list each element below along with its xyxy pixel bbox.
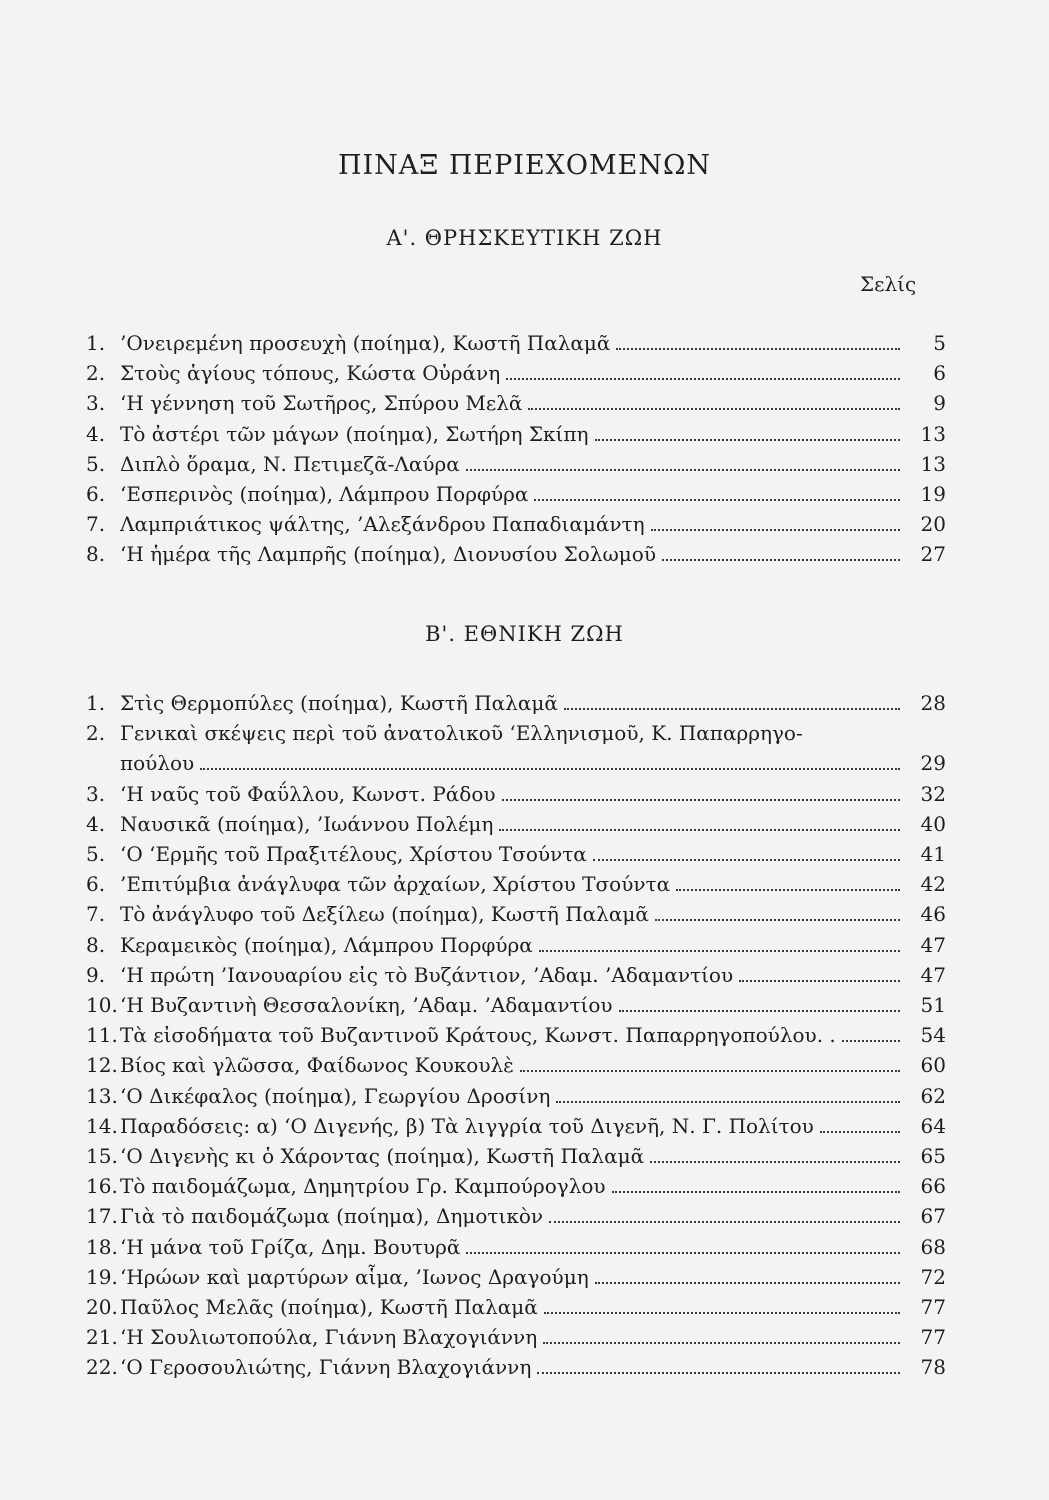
toc-entry-number: 4. — [86, 421, 106, 446]
toc-entry-number: 12. — [86, 1053, 118, 1078]
dot-leader — [564, 708, 900, 710]
toc-entry-number: 11. — [86, 1023, 118, 1048]
dot-leader — [612, 1191, 900, 1193]
dot-leader — [200, 768, 900, 770]
toc-entry-title: ‘Εσπερινὸς (ποίημα), Λάμπρου Πορφύρα — [120, 482, 529, 506]
dot-leader — [619, 1010, 900, 1012]
dot-leader — [593, 859, 900, 861]
toc-entry-number: 6. — [86, 872, 106, 897]
page-title: ΠΙΝΑΞ ΠΕΡΙΕΧΟΜΕΝΩΝ — [337, 150, 712, 181]
toc-entry-number: 7. — [86, 512, 106, 537]
toc-entry-page: 6 — [933, 361, 946, 386]
toc-entry-number: 8. — [86, 542, 106, 567]
toc-entry-page: 67 — [920, 1204, 946, 1229]
toc-entry-number: 3. — [86, 781, 106, 806]
toc-entry-page: 77 — [920, 1295, 946, 1319]
toc-entry-number: 22. — [86, 1355, 118, 1380]
toc-entry — [86, 1324, 946, 1350]
toc-entry-page: 77 — [920, 1325, 946, 1350]
toc-entry-page: 51 — [920, 993, 946, 1017]
toc-entry-title: ‘Η πρώτη ’Ιανουαρίου εἰς τὸ Βυζάντιον, ’Αδαμ. ’Αδαμαντίου — [120, 962, 734, 987]
toc-entry-title: Λαμπριάτικος ψάλτης, ’Αλεξάνδρου Παπαδιαμάντη — [120, 512, 645, 537]
toc-entry-page: 65 — [920, 1144, 946, 1168]
toc-entry-page: 13 — [920, 451, 946, 476]
toc-entry — [86, 720, 946, 746]
toc-entry-page: 13 — [920, 421, 946, 446]
dot-leader — [549, 1221, 900, 1223]
toc-entry — [86, 541, 946, 567]
toc-entry-number: 3. — [86, 391, 106, 416]
dot-leader — [676, 889, 900, 891]
toc-entry-title: Στοὺς ἁγίους τόπους, Κώστα Οὐράνη — [120, 361, 501, 386]
toc-entry-title: ‘Η γέννηση τοῦ Σωτῆρος, Σπύρου Μελᾶ — [120, 391, 523, 416]
toc-entry-title: ‘Ο Γεροσουλιώτης, Γιάννη Βλαχογιάννη — [120, 1355, 532, 1380]
toc-entry-number: 14. — [86, 1113, 118, 1138]
dot-leader — [466, 469, 900, 471]
toc-entry-number: 9. — [86, 962, 106, 987]
toc-entry — [86, 1143, 946, 1169]
toc-entry-number: 1. — [86, 691, 106, 715]
dot-leader — [820, 1131, 900, 1133]
toc-entry-page: 41 — [920, 842, 946, 866]
dot-leader — [556, 1101, 900, 1103]
toc-entry — [86, 690, 946, 716]
toc-entry-title: Γενικαὶ σκέψεις περὶ τοῦ ἀνατολικοῦ ‘Ελληνισμοῦ, Κ. Παπαρρηγο- — [120, 721, 803, 746]
dot-leader — [528, 408, 900, 410]
toc-entry-number: 7. — [86, 902, 106, 927]
toc-entry-title: ‘Ηρώων καὶ μαρτύρων αἷμα, ’Ιωνος Δραγούμη — [120, 1264, 589, 1289]
toc-entry-number: 6. — [86, 482, 106, 506]
toc-entry-page: 27 — [920, 542, 946, 567]
toc-entry-page: 9 — [933, 391, 946, 416]
toc-entry-number: 15. — [86, 1144, 118, 1168]
toc-entry-page: 42 — [920, 872, 946, 897]
toc-entry-title: ‘Η Σουλιωτοπούλα, Γιάννη Βλαχογιάννη — [120, 1325, 538, 1350]
toc-entry — [86, 750, 946, 776]
dot-leader — [534, 499, 900, 501]
toc-entry — [86, 811, 946, 837]
toc-entry-page: 54 — [920, 1023, 946, 1048]
toc-entry-page: 66 — [920, 1174, 946, 1199]
toc-entry-title: Τὸ ἀστέρι τῶν μάγων (ποίημα), Σωτήρη Σκίπη — [120, 421, 589, 446]
toc-entry — [86, 511, 946, 537]
toc-entry-number: 8. — [86, 932, 106, 957]
toc-entry — [86, 390, 946, 416]
toc-entry-title: Ναυσικᾶ (ποίημα), ’Ιωάννου Πολέμη — [120, 811, 494, 836]
dot-leader — [595, 1282, 900, 1284]
toc-entry — [86, 360, 946, 386]
toc-entry — [86, 1264, 946, 1290]
dot-leader — [506, 378, 900, 380]
toc-entry-number: 2. — [86, 721, 106, 746]
toc-entry-page: 47 — [920, 962, 946, 987]
toc-entry — [86, 451, 946, 477]
dot-leader — [499, 829, 900, 831]
dot-leader — [543, 1342, 900, 1344]
toc-entry-page: 28 — [920, 691, 946, 715]
toc-entry-title: Τὸ παιδομάζωμα, Δημητρίου Γρ. Καμπούρογλου — [120, 1174, 606, 1199]
toc-entry-page: 20 — [920, 512, 946, 537]
toc-entry-page: 19 — [920, 482, 946, 506]
page-column-label: Σελίς — [860, 272, 917, 296]
toc-entry-page: 5 — [933, 331, 946, 355]
toc-entry-title: ‘Η ναῦς τοῦ Φαΰλλου, Κωνστ. Ράδου — [120, 781, 496, 806]
dot-leader — [520, 1070, 900, 1072]
toc-entry — [86, 901, 946, 927]
section-a-heading: Α'. ΘΡΗΣΚΕΥΤΙΚΗ ΖΩΗ — [386, 226, 663, 250]
toc-entry — [86, 1294, 946, 1320]
dot-leader — [539, 950, 900, 952]
section-b-heading: Β'. ΕΘΝΙΚΗ ΖΩΗ — [425, 622, 624, 646]
toc-entry-title: ‘Ο ‘Ερμῆς τοῦ Πραξιτέλους, Χρίστου Τσούντα — [120, 842, 587, 866]
toc-entry-number: 1. — [86, 331, 106, 355]
toc-entry-number: 21. — [86, 1325, 118, 1350]
toc-entry-number: 5. — [86, 451, 106, 476]
toc-entry-page: 64 — [920, 1113, 946, 1138]
toc-entry-title: Βίος καὶ γλῶσσα, Φαίδωνος Κουκουλὲ — [120, 1053, 514, 1078]
toc-entry-page: 47 — [920, 932, 946, 957]
toc-entry-number: 5. — [86, 842, 106, 866]
toc-entry-number: 16. — [86, 1174, 118, 1199]
toc-entry-title: ‘Ο Δικέφαλος (ποίημα), Γεωργίου Δροσίνη — [120, 1083, 551, 1108]
toc-entry-page: 40 — [920, 811, 946, 836]
toc-entry-number: 13. — [86, 1083, 118, 1108]
toc-entry-title: ‘Η ἡμέρα τῆς Λαμπρῆς (ποίημα), Διονυσίου Σολωμοῦ — [120, 542, 657, 567]
toc-entry — [86, 330, 946, 356]
dot-leader — [842, 1040, 900, 1042]
dot-leader — [502, 799, 900, 801]
dot-leader — [651, 529, 900, 531]
dot-leader — [595, 439, 901, 441]
toc-entry-number: 4. — [86, 811, 106, 836]
toc-entry — [86, 992, 946, 1018]
toc-entry-number: 2. — [86, 361, 106, 386]
toc-entry — [86, 1173, 946, 1199]
toc-entry-title: Διπλὸ ὅραμα, Ν. Πετιμεζᾶ-Λαύρα — [120, 451, 460, 476]
toc-entry-title: ‘Η Βυζαντινὴ Θεσσαλονίκη, ’Αδαμ. ’Αδαμαντίου — [120, 993, 613, 1017]
toc-entry-page: 46 — [920, 902, 946, 927]
toc-entry — [86, 841, 946, 867]
toc-entry — [86, 1022, 946, 1048]
toc-entry-title: ‘Η μάνα τοῦ Γρίζα, Δημ. Βουτυρᾶ — [120, 1234, 461, 1259]
toc-entry — [86, 1083, 946, 1109]
dot-leader — [650, 1161, 900, 1163]
toc-entry-title: Κεραμεικὸς (ποίημα), Λάμπρου Πορφύρα — [120, 932, 533, 957]
toc-entry-title: Παῦλος Μελᾶς (ποίημα), Κωστῆ Παλαμᾶ — [120, 1295, 538, 1319]
toc-entry-page: 60 — [920, 1053, 946, 1078]
toc-entry — [86, 1234, 946, 1260]
toc-entry-page: 62 — [920, 1083, 946, 1108]
toc-entry — [86, 1052, 946, 1078]
toc-entry-title: ’Επιτύμβια ἀνάγλυφα τῶν ἀρχαίων, Χρίστου Τσούντα — [120, 872, 671, 897]
toc-entry-number: 18. — [86, 1234, 118, 1259]
toc-entry — [86, 1354, 946, 1380]
dot-leader — [739, 980, 900, 982]
toc-entry — [86, 421, 946, 447]
toc-entry-page: 78 — [920, 1355, 946, 1380]
dot-leader — [544, 1312, 900, 1314]
toc-entry-number: 19. — [86, 1264, 118, 1289]
toc-entry — [86, 962, 946, 988]
toc-entry — [86, 481, 946, 507]
toc-entry-title: Τὸ ἀνάγλυφο τοῦ Δεξίλεω (ποίημα), Κωστῆ Παλαμᾶ — [120, 902, 649, 927]
toc-entry-title: Στὶς Θερμοπύλες (ποίημα), Κωστῆ Παλαμᾶ — [120, 691, 558, 715]
toc-entry — [86, 871, 946, 897]
toc-entry-page: 29 — [920, 751, 946, 776]
toc-entry-title: Γιὰ τὸ παιδομάζωμα (ποίημα), Δημοτικὸν — [120, 1204, 544, 1229]
dot-leader — [662, 559, 900, 561]
dot-leader — [655, 919, 900, 921]
toc-entry-page: 72 — [920, 1264, 946, 1289]
toc-entry-title: Παραδόσεις: α) ‘Ο Διγενής, β) Τὰ λιγγρία τοῦ Διγενῆ, Ν. Γ. Πολίτου — [120, 1113, 814, 1138]
dot-leader — [537, 1372, 900, 1374]
toc-entry-page: 32 — [920, 781, 946, 806]
dot-leader — [466, 1252, 900, 1254]
toc-entry-number: 17. — [86, 1204, 118, 1229]
toc-entry — [86, 932, 946, 958]
toc-entry-number: 20. — [86, 1295, 118, 1319]
toc-entry-title: ‘Ο Διγενὴς κι ὁ Χάροντας (ποίημα), Κωστῆ Παλαμᾶ — [120, 1144, 645, 1168]
toc-entry — [86, 781, 946, 807]
toc-entry-number: 10. — [86, 993, 118, 1017]
toc-entry-title: πούλου — [120, 751, 195, 776]
toc-entry-title: ’Ονειρεμένη προσευχὴ (ποίημα), Κωστῆ Παλαμᾶ — [120, 331, 611, 355]
toc-entry-page: 68 — [920, 1234, 946, 1259]
toc-entry — [86, 1113, 946, 1139]
toc-entry-title: Τὰ εἰσοδήματα τοῦ Βυζαντινοῦ Κράτους, Κωνστ. Παπαρρηγοπούλου. . — [120, 1023, 836, 1048]
dot-leader — [616, 348, 900, 350]
toc-entry — [86, 1203, 946, 1229]
